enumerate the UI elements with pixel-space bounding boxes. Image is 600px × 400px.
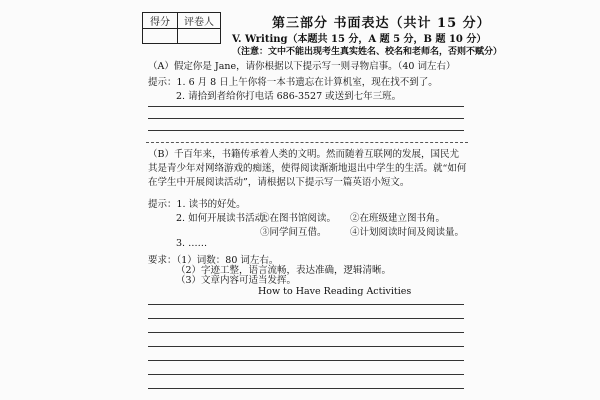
part-b-hint-2-opt-3: ③同学间互借。 <box>260 227 327 238</box>
answer-line-a-3[interactable] <box>148 130 464 131</box>
score-table <box>142 12 221 44</box>
part-b-requirement-2: （2）字迹工整，语言流畅，表达准确，逻辑清晰。 <box>176 265 392 276</box>
essay-title: How to Have Reading Activities <box>258 286 412 297</box>
score-cell[interactable] <box>143 29 178 44</box>
part-a-hint-2: 2. 请拾到者给你打电话 686-3527 或送到七年三班。 <box>176 91 402 102</box>
part-a-prompt: （A）假定你是 Jane，请你根据以下提示写一则寻物启事。（40 词左右） <box>148 61 456 72</box>
section-title: 第三部分 书面表达（共计 15 分） <box>272 16 491 31</box>
writing-heading: V. Writing（本题共 15 分，A 题 5 分，B 题 10 分） <box>232 34 487 45</box>
answer-line-b-4[interactable] <box>148 346 464 347</box>
answer-line-b-1[interactable] <box>148 304 464 305</box>
answer-line-b-5[interactable] <box>148 360 464 361</box>
grader-cell[interactable] <box>178 29 221 44</box>
part-b-prompt: （B）千百年来，书籍传承着人类的文明。然而随着互联网的发展，国民尤其是青少年对网络游戏的痴迷，使得阅读渐渐地退出中学生的生活。就“如何在学生中开展阅读活动”，请根据以下提示写一篇英语小短文。 <box>148 149 467 188</box>
part-b-hint-2-opt-1: ①在图书馆阅读。 <box>260 213 337 224</box>
part-b-hint-2-opt-4: ④计划阅读时间及阅读量。 <box>350 227 465 238</box>
part-b-hint-1: 提示：1. 读书的好处。 <box>148 199 246 210</box>
part-b-hint-2-opt-2: ②在班级建立图书角。 <box>350 213 446 224</box>
section-divider <box>146 142 468 143</box>
part-b-requirement-3: （3）文章内容可适当发挥。 <box>176 275 297 286</box>
answer-line-b-3[interactable] <box>148 332 464 333</box>
part-a-hint-1: 提示：1. 6 月 8 日上午你将一本书遗忘在计算机室，现在找不到了。 <box>148 77 438 88</box>
part-b-requirement-1: 要求：（1）词数：80 词左右。 <box>148 255 279 266</box>
answer-line-a-1[interactable] <box>148 106 464 107</box>
answer-line-b-7[interactable] <box>148 388 464 389</box>
part-b-hint-2: 2. 如何开展读书活动： <box>176 213 274 224</box>
score-label: 得分 <box>143 13 178 29</box>
part-b-hint-3: 3. …… <box>176 238 208 249</box>
answer-line-a-2[interactable] <box>148 118 464 119</box>
answer-line-b-2[interactable] <box>148 318 464 319</box>
answer-line-b-6[interactable] <box>148 374 464 375</box>
grader-label: 评卷人 <box>178 13 221 29</box>
notice-text: （注意：文中不能出现考生真实姓名、校名和老师名，否则不赋分） <box>232 47 503 57</box>
